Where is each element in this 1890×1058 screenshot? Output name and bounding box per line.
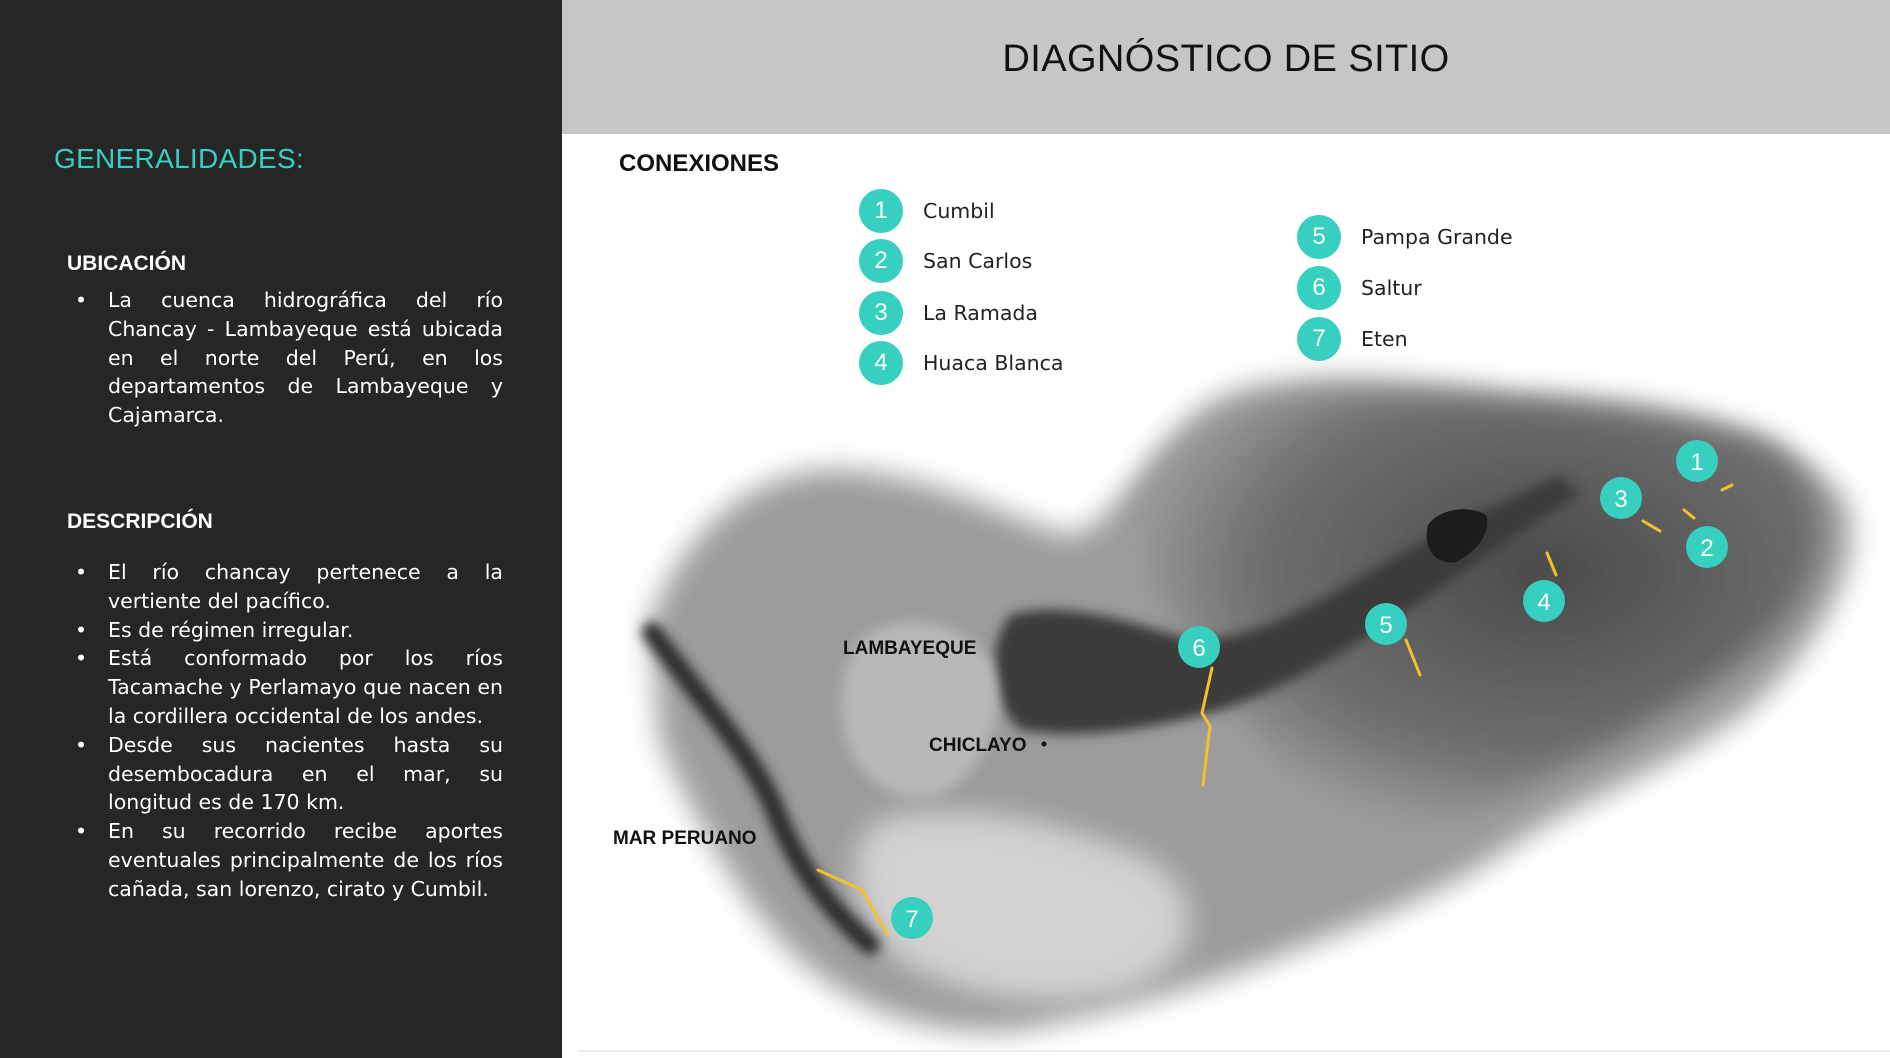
svg-text:3: 3	[1614, 486, 1628, 513]
map-marker-6	[1178, 626, 1220, 668]
map-marker-4	[1523, 580, 1565, 622]
legend-number-badge: 4	[859, 341, 903, 385]
legend-number-badge: 1	[859, 189, 903, 233]
descripcion-bullet: • En su recorrido recibe aportes eventuales principalmente de los ríos cañada, san lorenzo, cirato y Cumbil.	[67, 817, 503, 903]
svg-text:4: 4	[1537, 589, 1551, 616]
legend-label: La Ramada	[923, 301, 1038, 325]
descripcion-title: DESCRIPCIÓN	[67, 510, 213, 533]
ubicacion-title: UBICACIÓN	[67, 252, 186, 275]
descripcion-bullet: • Es de régimen irregular.	[67, 616, 503, 645]
sidebar-heading: GENERALIDADES:	[54, 143, 305, 174]
map-marker-1	[1676, 440, 1718, 482]
legend-label: Pampa Grande	[1361, 225, 1513, 249]
svg-text:7: 7	[905, 906, 919, 933]
legend-label: San Carlos	[923, 249, 1033, 273]
chiclayo-dot	[1042, 742, 1047, 747]
legend-number-badge: 5	[1297, 215, 1341, 259]
svg-text:5: 5	[1379, 612, 1393, 639]
map-label-mar-peruano: MAR PERUANO	[613, 828, 757, 849]
svg-text:2: 2	[1700, 535, 1714, 562]
map-label-lambayeque: LAMBAYEQUE	[843, 638, 977, 659]
title-bar	[562, 0, 1890, 134]
map-marker-3	[1600, 477, 1642, 519]
connections-title: CONEXIONES	[619, 150, 780, 177]
legend-label: Huaca Blanca	[923, 351, 1064, 375]
legend-number-badge: 7	[1297, 317, 1341, 361]
legend-number-badge: 3	[859, 291, 903, 335]
map-marker-5	[1365, 603, 1407, 645]
map-marker-2	[1686, 526, 1728, 568]
map-marker-7	[891, 897, 933, 939]
descripcion-bullet: • Está conformado por los ríos Tacamache y Perlamayo que nacen en la cordillera occidental de los andes.	[67, 644, 503, 730]
basin-map	[600, 350, 1890, 1058]
map-label-chiclayo: CHICLAYO	[929, 735, 1027, 756]
descripcion-bullet: • Desde sus nacientes hasta su desembocadura en el mar, su longitud es de 170 km.	[67, 731, 503, 817]
ubicacion-list	[67, 286, 503, 430]
basin-terrain	[650, 379, 1852, 1032]
sidebar	[0, 0, 562, 1058]
page-title: DIAGNÓSTICO DE SITIO	[1002, 38, 1450, 80]
legend-label: Cumbil	[923, 199, 995, 223]
bottom-divider	[578, 1050, 1890, 1052]
legend-number-badge: 2	[859, 239, 903, 283]
legend-number-badge: 6	[1297, 266, 1341, 310]
legend-label: Eten	[1361, 327, 1408, 351]
ubicacion-bullet: • La cuenca hidrográfica del río Chancay - Lambayeque está ubicada en el norte del Perú, en los departamentos de Lambayeque y Cajamarca.	[67, 286, 503, 430]
svg-text:1: 1	[1690, 449, 1704, 476]
descripcion-list	[67, 558, 503, 904]
svg-text:6: 6	[1192, 635, 1206, 662]
descripcion-bullet: • El río chancay pertenece a la vertiente del pacífico.	[67, 558, 503, 616]
legend-label: Saltur	[1361, 276, 1422, 300]
